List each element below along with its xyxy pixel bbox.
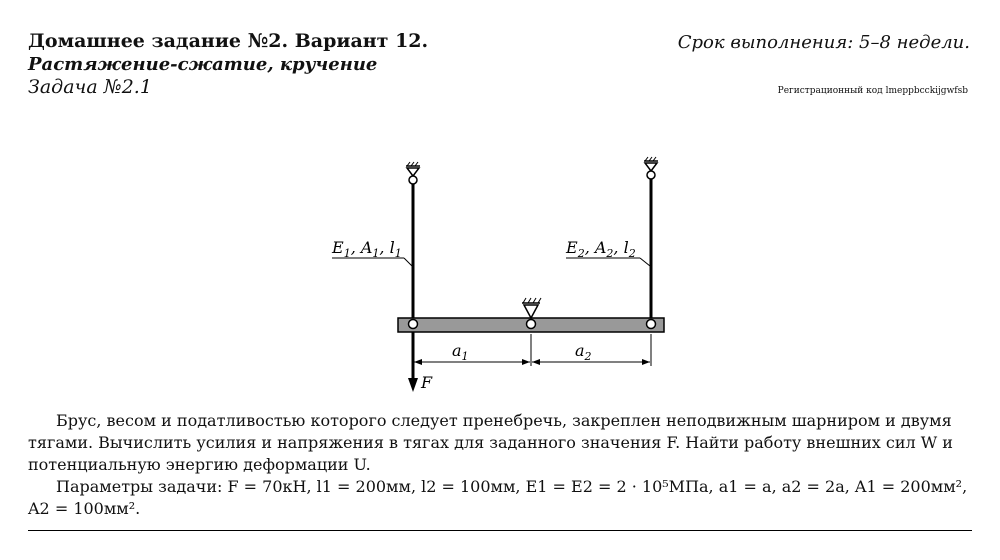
right-top-support <box>644 157 658 179</box>
deadline-text: Срок выполнения: 5–8 недели. <box>677 32 970 53</box>
assignment-title: Домашнее задание №2. Вариант 12. <box>28 30 429 52</box>
force-label: F <box>421 373 433 392</box>
svg-text:a1: $a_1$ <box>452 341 469 363</box>
pin-right <box>647 320 656 329</box>
parameters-line-1: Параметры задачи: F = 70кН, l1 = 200мм, l2 = 100мм, E1 = E2 = 2 · 10⁵МПа, a1 = a, a2 = 2a, A1 = 200мм², <box>56 477 968 496</box>
svg-text:E2, A2, l2: $E_2$, $A_2$, $l_2$ <box>566 238 636 260</box>
task-number: Задача №2.1 <box>28 76 152 98</box>
bottom-rule <box>28 530 972 531</box>
svg-text:a2: $a_2$ <box>575 341 592 363</box>
pin-middle <box>527 320 536 329</box>
paragraph-1-line-3: потенциальную энергию деформации U. <box>28 455 371 474</box>
registration-code: Регистрационный код lmeppbcckijgwfsb <box>777 86 968 96</box>
rod-2-label <box>565 238 650 266</box>
svg-text:E1, A1, l1: $E_1$, $A_1$, $l_1$ <box>332 238 402 260</box>
pin-left <box>409 320 418 329</box>
problem-statement <box>28 410 972 520</box>
topic-subtitle: Растяжение-сжатие, кручение <box>28 54 378 75</box>
parameters-line-2: A2 = 100мм². <box>28 499 141 518</box>
paragraph-1-line-2: тягами. Вычислить усилия и напряжения в тягах для заданного значения F. Найти работу внешних сил W и <box>28 433 953 452</box>
rod-1-label <box>331 238 412 266</box>
left-top-support <box>406 162 420 184</box>
dimension-a2 <box>532 341 650 363</box>
paragraph-1-line-1: Брус, весом и податливостью которого следует пренебречь, закреплен неподвижным шарниром и двумя <box>56 411 952 430</box>
dimension-a1 <box>414 341 530 363</box>
middle-pin-support <box>522 298 541 318</box>
